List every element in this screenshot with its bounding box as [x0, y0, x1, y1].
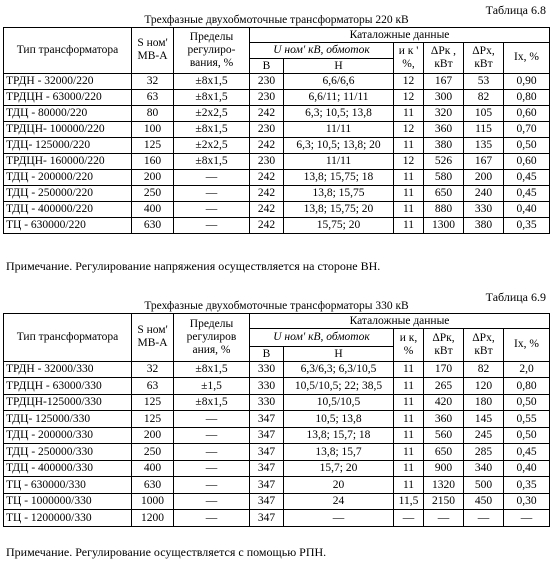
cell-px: 330 [464, 201, 504, 217]
col-header-catalog: Каталожные данные [250, 313, 550, 328]
cell-px: 82 [464, 361, 504, 378]
cell-ix: 0,60 [504, 153, 550, 169]
cell-regulation: — [174, 477, 250, 494]
cell-uk: 11 [394, 361, 424, 378]
cell-regulation: — [174, 201, 250, 217]
cell-px: 115 [464, 121, 504, 137]
col-header-unom: U ном' кВ, обмоток [250, 328, 394, 346]
table-row [4, 73, 550, 89]
cell-type: ТДЦ - 250000/330 [4, 444, 132, 461]
col-header-pk: ΔPк , кВт [424, 42, 464, 73]
cell-regulation: ±8x1,5 [174, 73, 250, 89]
table-row [4, 201, 550, 217]
cell-pk: 1320 [424, 477, 464, 494]
cell-pk: 880 [424, 201, 464, 217]
cell-ix: 0,55 [504, 411, 550, 428]
cell-u-lv: 10,5/10,5; 22; 38,5 [284, 378, 394, 395]
cell-u-hv: 330 [250, 361, 284, 378]
cell-u-lv: 15,75; 20 [284, 217, 394, 233]
cell-regulation: — [174, 444, 250, 461]
cell-regulation: — [174, 411, 250, 428]
table-row [4, 394, 550, 411]
cell-u-hv: 330 [250, 378, 284, 395]
cell-type: ТРДЦН- 160000/220 [4, 153, 132, 169]
col-header-uk: и к, % [394, 328, 424, 361]
cell-u-lv: — [284, 510, 394, 527]
cell-pk: 360 [424, 411, 464, 428]
cell-type: ТРДЦН- 100000/220 [4, 121, 132, 137]
cell-regulation: — [174, 460, 250, 477]
cell-ix: 0,50 [504, 394, 550, 411]
cell-regulation: ±8x1,5 [174, 121, 250, 137]
cell-u-lv: 13,8; 15,75; 18 [284, 169, 394, 185]
cell-u-hv: 242 [250, 217, 284, 233]
cell-px: 120 [464, 378, 504, 395]
cell-type: ТДЦ- 125000/330 [4, 411, 132, 428]
cell-snom: 125 [132, 411, 174, 428]
cell-uk: 11 [394, 105, 424, 121]
cell-u-lv: 6,3; 10,5; 13,8 [284, 105, 394, 121]
cell-regulation: — [174, 427, 250, 444]
cell-pk: 650 [424, 444, 464, 461]
cell-u-hv: 230 [250, 73, 284, 89]
cell-u-hv: 242 [250, 169, 284, 185]
cell-ix: 0,90 [504, 73, 550, 89]
transformer-table-330kv [3, 300, 550, 527]
col-header-lv: Н [284, 346, 394, 361]
cell-px: 135 [464, 137, 504, 153]
col-header-ix: Iх, % [504, 42, 550, 73]
cell-u-lv: 24 [284, 493, 394, 510]
col-header-type: Тип трансформатора [4, 27, 132, 73]
cell-u-lv: 13,8; 15,7 [284, 444, 394, 461]
cell-uk: 12 [394, 89, 424, 105]
cell-ix: 0,45 [504, 169, 550, 185]
cell-type: ТДЦ - 200000/220 [4, 169, 132, 185]
cell-u-lv: 10,5/10,5 [284, 394, 394, 411]
table-row [4, 105, 550, 121]
cell-regulation: ±2x2,5 [174, 105, 250, 121]
cell-regulation: — [174, 510, 250, 527]
cell-pk: 1300 [424, 217, 464, 233]
table-row [4, 378, 550, 395]
cell-snom: 1200 [132, 510, 174, 527]
cell-pk: 265 [424, 378, 464, 395]
cell-px: 240 [464, 185, 504, 201]
cell-ix: 0,30 [504, 493, 550, 510]
cell-pk: 167 [424, 73, 464, 89]
table-label: Таблица 6.8 [485, 3, 546, 17]
cell-regulation: — [174, 217, 250, 233]
table-row [4, 153, 550, 169]
table-row [4, 185, 550, 201]
cell-snom: 400 [132, 201, 174, 217]
cell-px: 380 [464, 217, 504, 233]
cell-u-hv: 347 [250, 510, 284, 527]
cell-uk: 11 [394, 217, 424, 233]
cell-regulation: — [174, 169, 250, 185]
cell-snom: 160 [132, 153, 174, 169]
cell-type: ТДЦ - 400000/330 [4, 460, 132, 477]
cell-u-lv: 11/11 [284, 153, 394, 169]
cell-px: 200 [464, 169, 504, 185]
cell-px: 450 [464, 493, 504, 510]
cell-px: 53 [464, 73, 504, 89]
cell-snom: 80 [132, 105, 174, 121]
cell-u-lv: 15,7; 20 [284, 460, 394, 477]
cell-u-hv: 230 [250, 89, 284, 105]
table-row [4, 169, 550, 185]
cell-type: ТРДЦН - 63000/330 [4, 378, 132, 395]
cell-pk: 580 [424, 169, 464, 185]
table-row [4, 217, 550, 233]
cell-u-lv: 20 [284, 477, 394, 494]
transformer-table-220kv [3, 14, 550, 234]
cell-u-lv: 13,8; 15,7; 18 [284, 427, 394, 444]
table-row [4, 477, 550, 494]
cell-snom: 125 [132, 137, 174, 153]
cell-type: ТЦ - 630000/220 [4, 217, 132, 233]
cell-pk: 2150 [424, 493, 464, 510]
cell-uk: 11 [394, 477, 424, 494]
cell-uk: 11 [394, 169, 424, 185]
col-header-ix: Iх, % [504, 328, 550, 361]
cell-uk: 12 [394, 121, 424, 137]
cell-type: ТРДЦН-125000/330 [4, 394, 132, 411]
cell-type: ТРДЦН - 63000/220 [4, 89, 132, 105]
cell-regulation: — [174, 185, 250, 201]
col-header-regulation: Пределы регулиров ания, % [174, 313, 250, 361]
cell-pk: 170 [424, 361, 464, 378]
cell-type: ТЦ - 1200000/330 [4, 510, 132, 527]
col-header-lv: Н [284, 58, 394, 73]
cell-px: 145 [464, 411, 504, 428]
cell-pk: 320 [424, 105, 464, 121]
cell-pk: 900 [424, 460, 464, 477]
cell-ix: 0,45 [504, 444, 550, 461]
cell-px: 285 [464, 444, 504, 461]
cell-snom: 200 [132, 427, 174, 444]
cell-snom: 125 [132, 394, 174, 411]
cell-regulation: ±2x2,5 [174, 137, 250, 153]
cell-px: 167 [464, 153, 504, 169]
table-row [4, 510, 550, 527]
cell-pk: 300 [424, 89, 464, 105]
cell-u-hv: 347 [250, 411, 284, 428]
col-header-uk: и к ' %, [394, 42, 424, 73]
cell-u-lv: 13,8; 15,75; 20 [284, 201, 394, 217]
cell-regulation: ±8x1,5 [174, 394, 250, 411]
table-row [4, 89, 550, 105]
cell-ix: 0,45 [504, 185, 550, 201]
table-row [4, 493, 550, 510]
col-header-px: ΔPх, кВт [464, 42, 504, 73]
cell-pk: 420 [424, 394, 464, 411]
col-header-hv: В [250, 58, 284, 73]
cell-pk: 560 [424, 427, 464, 444]
cell-pk: 380 [424, 137, 464, 153]
cell-uk: 11 [394, 378, 424, 395]
col-header-snom: S ном' МВ-А [132, 313, 174, 361]
table-row [4, 427, 550, 444]
cell-ix: 0,50 [504, 427, 550, 444]
cell-type: ТДЦ - 250000/220 [4, 185, 132, 201]
table-title: Трехфазные двухобмоточные трансформаторы 330 кВ [4, 300, 550, 313]
cell-uk: — [394, 510, 424, 527]
cell-snom: 63 [132, 89, 174, 105]
cell-pk: 360 [424, 121, 464, 137]
table-row [4, 121, 550, 137]
cell-uk: 11 [394, 137, 424, 153]
cell-type: ТДЦ - 80000/220 [4, 105, 132, 121]
cell-u-hv: 330 [250, 394, 284, 411]
cell-type: ТРДН - 32000/330 [4, 361, 132, 378]
cell-snom: 63 [132, 378, 174, 395]
cell-u-hv: 242 [250, 185, 284, 201]
table-note: Примечание. Регулирование напряжения осуществляется на стороне ВН. [6, 259, 381, 273]
cell-u-lv: 6,3; 10,5; 13,8; 20 [284, 137, 394, 153]
table-title: Трехфазные двухобмоточные трансформаторы 220 кВ [4, 14, 550, 27]
cell-snom: 32 [132, 361, 174, 378]
table-row [4, 361, 550, 378]
cell-u-hv: 347 [250, 477, 284, 494]
table-row [4, 444, 550, 461]
cell-px: — [464, 510, 504, 527]
cell-uk: 12 [394, 153, 424, 169]
cell-ix: 0,35 [504, 217, 550, 233]
cell-type: ТДЦ - 200000/330 [4, 427, 132, 444]
cell-ix: 0,80 [504, 378, 550, 395]
cell-ix: 0,40 [504, 460, 550, 477]
cell-ix: — [504, 510, 550, 527]
cell-ix: 0,50 [504, 137, 550, 153]
cell-u-hv: 347 [250, 460, 284, 477]
cell-uk: 11 [394, 444, 424, 461]
cell-snom: 250 [132, 444, 174, 461]
cell-type: ТДЦ - 400000/220 [4, 201, 132, 217]
col-header-unom: U ном' кВ, обмоток [250, 42, 394, 58]
cell-ix: 0,60 [504, 105, 550, 121]
cell-u-hv: 230 [250, 153, 284, 169]
col-header-type: Тип трансформатора [4, 313, 132, 361]
cell-regulation: ±8x1,5 [174, 153, 250, 169]
cell-snom: 400 [132, 460, 174, 477]
cell-px: 245 [464, 427, 504, 444]
col-header-px: ΔPх, кВт [464, 328, 504, 361]
cell-ix: 0,35 [504, 477, 550, 494]
cell-px: 105 [464, 105, 504, 121]
cell-px: 82 [464, 89, 504, 105]
table-row [4, 137, 550, 153]
cell-regulation: ±8x1,5 [174, 361, 250, 378]
cell-snom: 100 [132, 121, 174, 137]
col-header-hv: В [250, 346, 284, 361]
table-row [4, 460, 550, 477]
cell-snom: 1000 [132, 493, 174, 510]
cell-uk: 11,5 [394, 493, 424, 510]
cell-u-hv: 347 [250, 444, 284, 461]
col-header-pk: ΔPк, кВт [424, 328, 464, 361]
cell-u-lv: 11/11 [284, 121, 394, 137]
cell-snom: 630 [132, 477, 174, 494]
cell-uk: 11 [394, 394, 424, 411]
cell-u-lv: 6,6/11; 11/11 [284, 89, 394, 105]
cell-type: ТЦ - 630000/330 [4, 477, 132, 494]
cell-pk: 650 [424, 185, 464, 201]
col-header-catalog: Каталожные данные [250, 27, 550, 42]
cell-u-hv: 347 [250, 493, 284, 510]
cell-ix: 0,70 [504, 121, 550, 137]
cell-regulation: ±8x1,5 [174, 89, 250, 105]
cell-uk: 12 [394, 73, 424, 89]
cell-type: ТДЦ- 125000/220 [4, 137, 132, 153]
cell-regulation: ±1,5 [174, 378, 250, 395]
cell-uk: 11 [394, 185, 424, 201]
cell-ix: 2,0 [504, 361, 550, 378]
cell-u-lv: 6,3/6,3; 6,3/10,5 [284, 361, 394, 378]
table-note: Примечание. Регулирование осуществляется с помощью РПН. [6, 545, 327, 559]
cell-ix: 0,40 [504, 201, 550, 217]
cell-u-hv: 242 [250, 137, 284, 153]
cell-u-hv: 242 [250, 105, 284, 121]
cell-u-hv: 230 [250, 121, 284, 137]
cell-ix: 0,80 [504, 89, 550, 105]
cell-uk: 11 [394, 460, 424, 477]
cell-px: 500 [464, 477, 504, 494]
cell-uk: 11 [394, 201, 424, 217]
cell-snom: 200 [132, 169, 174, 185]
cell-type: ТРДН - 32000/220 [4, 73, 132, 89]
cell-u-hv: 347 [250, 427, 284, 444]
cell-pk: 526 [424, 153, 464, 169]
col-header-snom: S ном' МВ-А [132, 27, 174, 73]
col-header-regulation: Пределы регулиро- вания, % [174, 27, 250, 73]
cell-type: ТЦ - 1000000/330 [4, 493, 132, 510]
cell-uk: 11 [394, 411, 424, 428]
cell-u-hv: 242 [250, 201, 284, 217]
cell-snom: 32 [132, 73, 174, 89]
table-row [4, 411, 550, 428]
cell-px: 340 [464, 460, 504, 477]
table-label: Таблица 6.9 [485, 290, 546, 304]
cell-snom: 630 [132, 217, 174, 233]
cell-snom: 250 [132, 185, 174, 201]
cell-u-lv: 6,6/6,6 [284, 73, 394, 89]
cell-px: 180 [464, 394, 504, 411]
cell-uk: 11 [394, 427, 424, 444]
cell-u-lv: 13,8; 15,75 [284, 185, 394, 201]
cell-u-lv: 10,5; 13,8 [284, 411, 394, 428]
cell-pk: — [424, 510, 464, 527]
cell-regulation: — [174, 493, 250, 510]
